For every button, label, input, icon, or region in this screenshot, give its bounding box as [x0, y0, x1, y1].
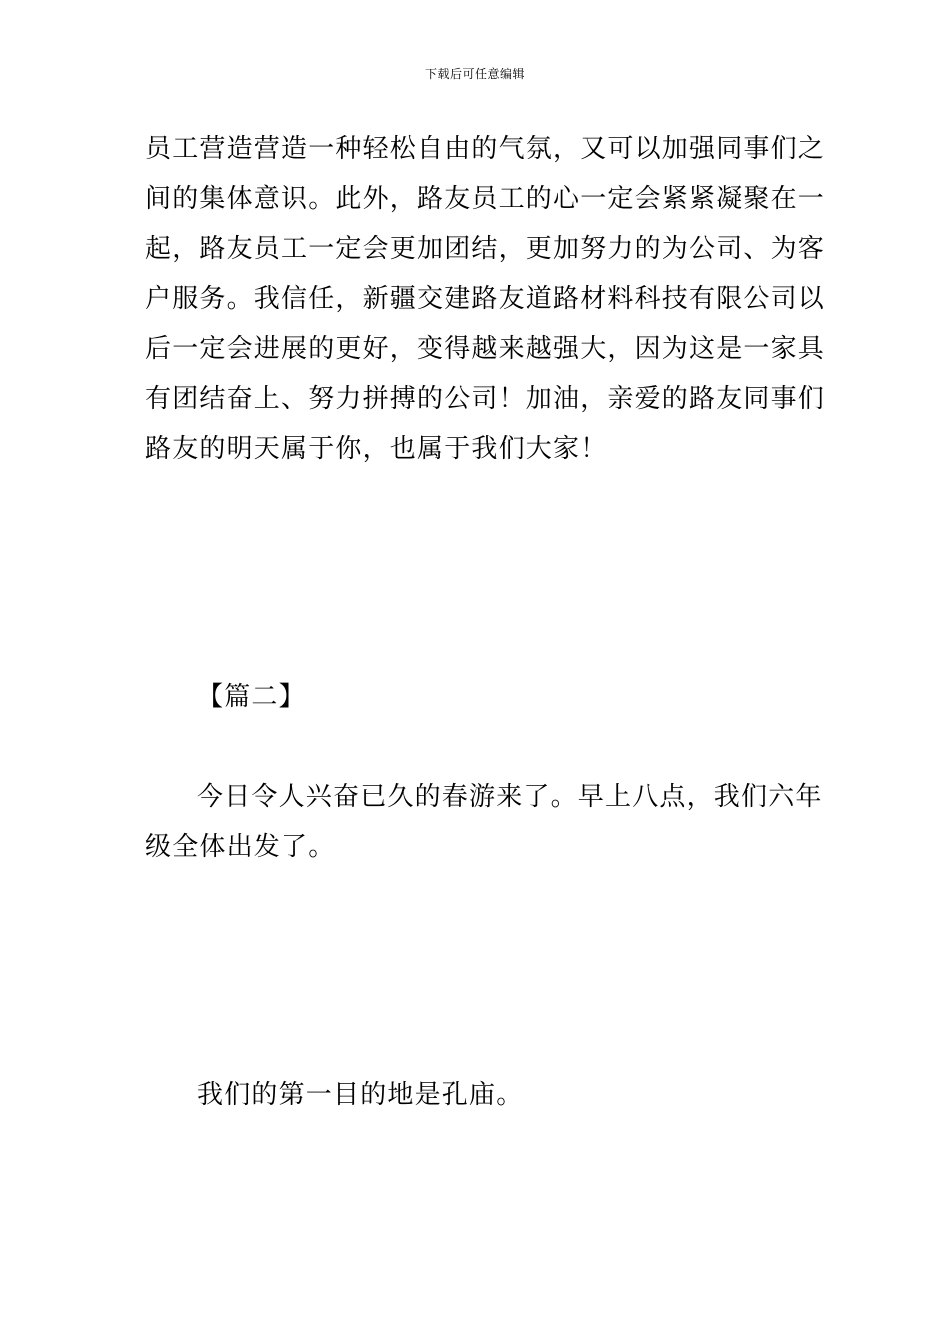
- paragraph-closing: [145, 124, 826, 474]
- page-header-note: 下载后可任意编辑: [424, 67, 525, 81]
- text-line: 我们的第一目的地是孔庙。: [197, 1080, 524, 1110]
- text-line: 起，路友员工一定会更加团结，更加努力的为公司、为客: [145, 234, 826, 264]
- text-line: 级全体出发了。: [145, 832, 336, 862]
- text-line: 间的集体意识。此外，路友员工的心一定会紧紧凝聚在一: [145, 184, 826, 214]
- text-line: 员工营造营造一种轻松自由的气氛，又可以加强同事们之: [145, 134, 826, 164]
- text-line: 有团结奋上、努力拼搏的公司！加油，亲爱的路友同事们: [145, 384, 826, 414]
- paragraph-first-destination: [145, 1070, 810, 1120]
- paragraph-spring-trip: [145, 772, 823, 872]
- section-heading: [145, 672, 810, 722]
- text-line: 今日令人兴奋已久的春游来了。早上八点，我们六年: [197, 782, 823, 812]
- text-line: 路友的明天属于你，也属于我们大家！: [145, 434, 608, 464]
- text-line: 后一定会进展的更好，变得越来越强大，因为这是一家具: [145, 334, 826, 364]
- text-line: 户服务。我信任，新疆交建路友道路材料科技有限公司以: [145, 284, 826, 314]
- section-title: 【篇二】: [197, 682, 306, 712]
